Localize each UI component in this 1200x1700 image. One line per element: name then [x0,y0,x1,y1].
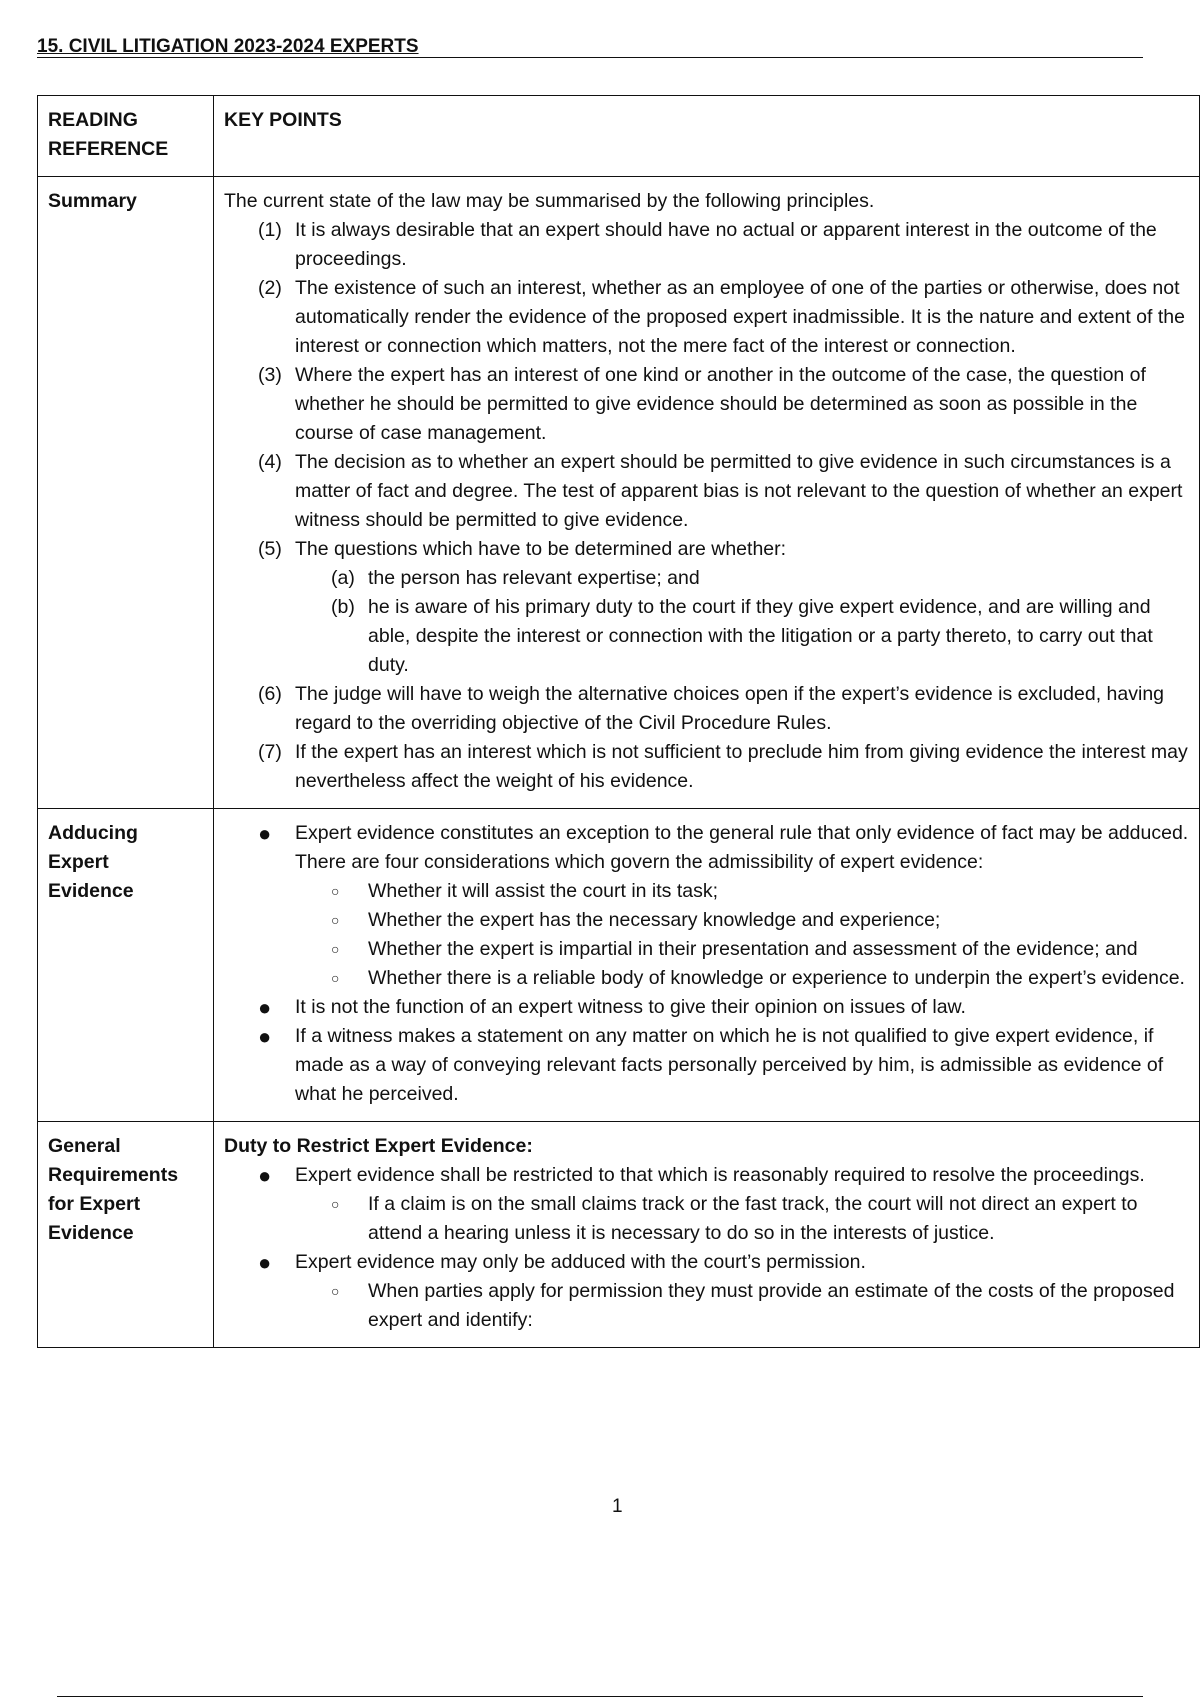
consideration-3: ○ Whether the expert is impartial in their presentation and assessment of the evidence; and [224,935,1189,964]
adducing-key-points [214,809,1200,1122]
consideration-1: ○ Whether it will assist the court in its task; [224,877,1189,906]
bullet-icon: ● [258,1024,272,1049]
principle-3: (3) Where the expert has an interest of one kind or another in the outcome of the case, the question of whether he should be permitted to give evidence should be determined as soon as possible in the course of case management. [258,364,1146,444]
bullet-icon: ● [258,821,272,846]
table-row-summary [38,177,1200,809]
principle-4: (4) The decision as to whether an expert should be permitted to give evidence in such circumstances is a matter of fact and degree. The test of apparent bias is not relevant to the question of whether an expert witness should be permitted to give evidence. [258,451,1183,531]
principle-5b: (b) he is aware of his primary duty to the court if they give expert evidence, and are willing and able, despite the interest or connection with the litigation or a party thereto, to carry out that duty. [331,596,1153,676]
bullet-icon: ● [258,1163,272,1188]
principle-2: (2) The existence of such an interest, whether as an employee of one of the parties or otherwise, does not automatically render the evidence of the proposed expert inadmissible. It is the nature and extent of the interest or connection which matters, not the mere fact of the interest or connection. [258,277,1185,357]
principle-6: (6) The judge will have to weigh the alternative choices open if the expert’s evidence is excluded, having regard to the overriding objective of the Civil Procedure Rules. [258,683,1165,734]
adducing-bullet-1: ● Expert evidence constitutes an exception to the general rule that only evidence of fact may be adduced. There are four considerations which govern the admissibility of expert evidence: [224,819,1189,877]
principle-1: (1) It is always desirable that an expert should have no actual or apparent interest in the outcome of the proceedings. [258,219,1157,270]
general-sub-bullet-1: ○ If a claim is on the small claims track or the fast track, the court will not direct an expert to attend a hearing unless it is necessary to do so in the interests of justice. [224,1190,1189,1248]
circle-bullet-icon: ○ [331,1196,340,1212]
summary-reference: Summary [38,177,214,809]
duty-to-restrict-heading: Duty to Restrict Expert Evidence: [224,1135,533,1157]
principle-5a: (a) the person has relevant expertise; and [331,567,700,589]
bullet-icon: ● [258,1250,272,1275]
adducing-bullet-3: ● If a witness makes a statement on any matter on which he is not qualified to give expert evidence, if made as a way of conveying relevant facts personally perceived by him, is admissible as evidence of what he perceived. [224,1022,1189,1109]
summary-key-points [214,177,1200,809]
circle-bullet-icon: ○ [331,970,340,986]
key-points-table [37,95,1200,1348]
consideration-2: ○ Whether the expert has the necessary knowledge and experience; [224,906,1189,935]
page-number: 1 [612,1496,623,1517]
title-underline-rule [37,57,1143,58]
consideration-4: ○ Whether there is a reliable body of knowledge or experience to underpin the expert’s evidence. [224,964,1189,993]
adducing-reference: Adducing Expert Evidence [38,809,214,1122]
footer-rule [57,1696,1143,1697]
circle-bullet-icon: ○ [331,883,340,899]
circle-bullet-icon: ○ [331,1283,340,1299]
document-title: 15. CIVIL LITIGATION 2023-2024 EXPERTS [37,36,419,57]
summary-intro: The current state of the law may be summarised by the following principles. [224,190,875,212]
circle-bullet-icon: ○ [331,941,340,957]
table-header-row [38,96,1200,177]
adducing-bullet-2: ● It is not the function of an expert witness to give their opinion on issues of law. [258,995,966,1020]
general-requirements-reference: General Requirements for Expert Evidence [38,1122,214,1348]
general-bullet-2: ● Expert evidence may only be adduced with the court’s permission. [258,1250,866,1275]
principle-5: (5) The questions which have to be determined are whether: [258,538,787,560]
table-row-general-requirements [38,1122,1200,1348]
principle-7: (7) If the expert has an interest which is not sufficient to preclude him from giving evidence the interest may nevertheless affect the weight of his evidence. [258,741,1188,792]
bullet-icon: ● [258,995,272,1020]
header-key-points: KEY POINTS [214,96,1200,177]
header-reading-reference: READING REFERENCE [38,96,214,177]
general-requirements-key-points [214,1122,1200,1348]
circle-bullet-icon: ○ [331,912,340,928]
table-row-adducing [38,809,1200,1122]
general-bullet-1: ● Expert evidence shall be restricted to that which is reasonably required to resolve the proceedings. [258,1163,1145,1188]
general-sub-bullet-2: ○ When parties apply for permission they must provide an estimate of the costs of the proposed expert and identify: [224,1277,1189,1335]
